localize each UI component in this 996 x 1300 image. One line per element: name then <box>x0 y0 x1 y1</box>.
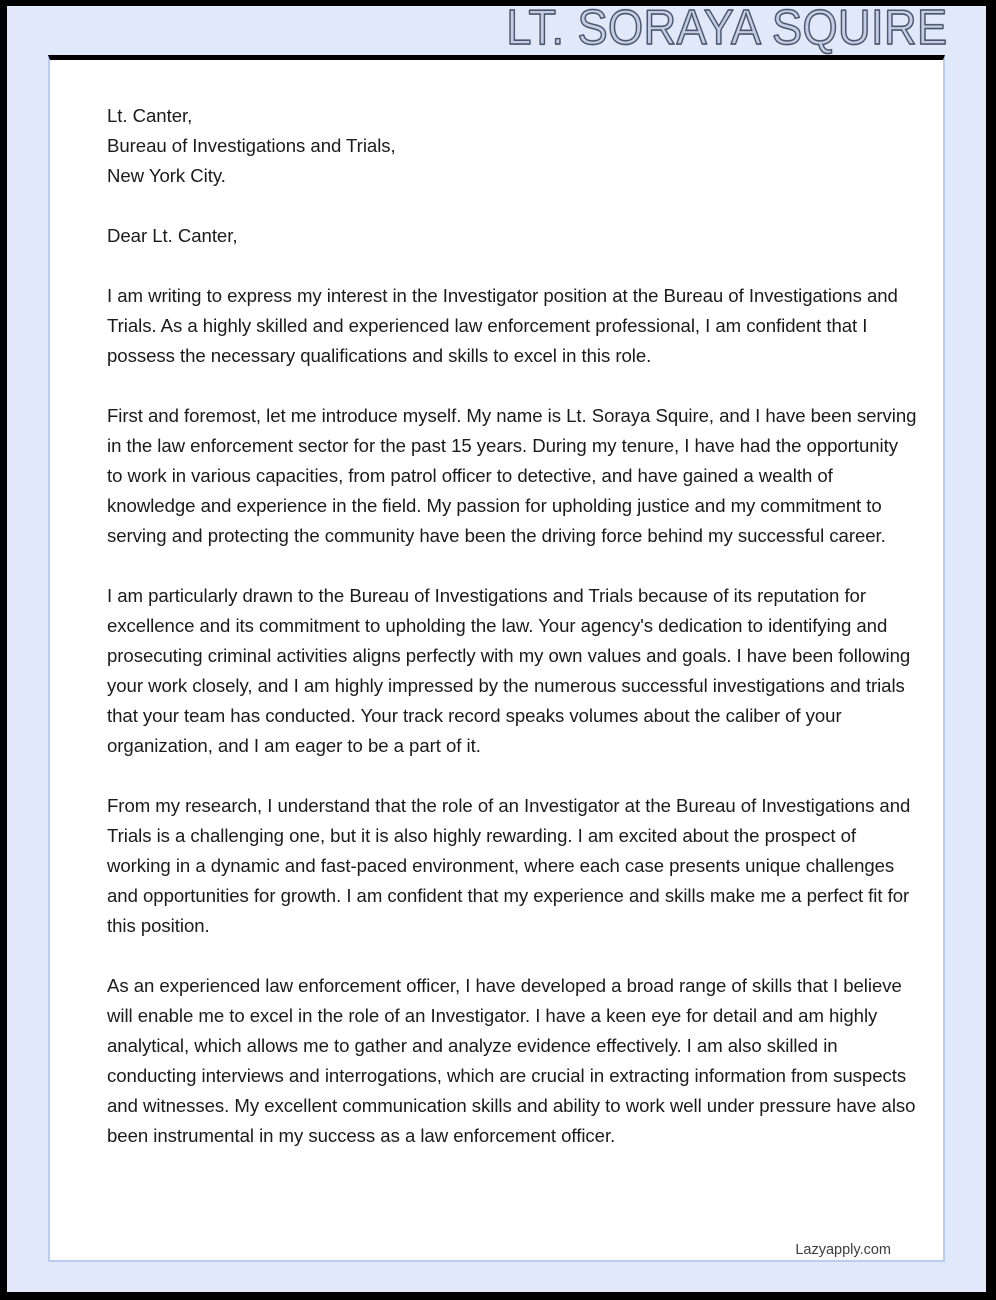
letter-paragraph-2: First and foremost, let me introduce myself. My name is Lt. Soraya Squire, and I have been serving in the law enforcement sector for the past 15 years. During my tenure, I have had the opportunity to work in various capacities, from patrol officer to detective, and have gained a wealth of knowledge and experience in the field. My passion for upholding justice and my commitment to serving and protecting the community have been the driving force behind my successful career. <box>107 405 917 546</box>
cover-letter-body <box>48 55 945 1262</box>
letter-paragraph-3: I am particularly drawn to the Bureau of Investigations and Trials because of its reputation for excellence and its commitment to upholding the law. Your agency's dedication to identifying and prosecuting criminal activities aligns perfectly with my own values and goals. I have been following your work closely, and I am highly impressed by the numerous successful investigations and trials that your team has conducted. Your track record speaks volumes about the caliber of your organization, and I am eager to be a part of it. <box>107 585 911 756</box>
salutation: Dear Lt. Canter, <box>107 225 238 246</box>
page-title: LT. SORAYA SQUIRE <box>506 6 948 55</box>
recipient-address-line-2: Bureau of Investigations and Trials, <box>107 135 396 156</box>
document-sheet <box>7 6 986 1292</box>
document-header <box>7 6 986 56</box>
recipient-address-line-1: Lt. Canter, <box>107 105 193 126</box>
letter-paragraph-1: I am writing to express my interest in the Investigator position at the Bureau of Investigations and Trials. As a highly skilled and experienced law enforcement professional, I am confident that I possess the necessary qualifications and skills to excel in this role. <box>107 285 898 366</box>
watermark-lazyapply: Lazyapply.com <box>795 1242 891 1258</box>
recipient-address-line-3: New York City. <box>107 165 226 186</box>
letter-content <box>50 60 943 1181</box>
letter-paragraph-4: From my research, I understand that the role of an Investigator at the Bureau of Investigations and Trials is a challenging one, but it is also highly rewarding. I am excited about the prospect of working in a dynamic and fast-paced environment, where each case presents unique challenges and opportunities for growth. I am confident that my experience and skills make me a perfect fit for this position. <box>107 795 911 936</box>
recipient-address-block <box>107 101 917 191</box>
letter-paragraph-5: As an experienced law enforcement officer, I have developed a broad range of skills that I believe will enable me to excel in the role of an Investigator. I have a keen eye for detail and am highly analytical, which allows me to gather and analyze evidence effectively. I am also skilled in conducting interviews and interrogations, which are crucial in extracting information from suspects and witnesses. My excellent communication skills and ability to work well under pressure have also been instrumental in my success as a law enforcement officer. <box>107 975 916 1146</box>
